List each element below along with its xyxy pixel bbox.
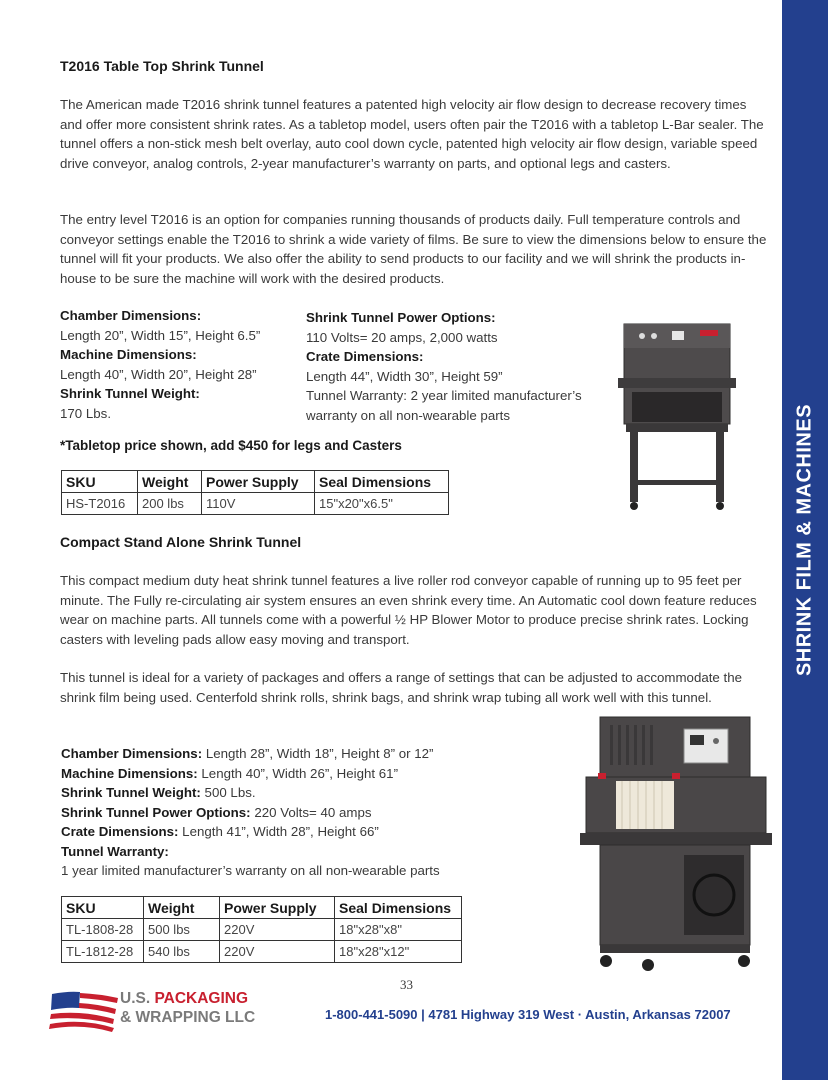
table-row [62,941,462,963]
table-row [62,493,449,515]
table-cell: TL-1812-28 [62,941,144,963]
t2016-description: The American made T2016 shrink tunnel features a patented high velocity air flow design to decrease recovery times and offer more consistent shrink rates. As a tabletop model, users often pair the T2016 with a tabletop L-Bar sealer. The tunnel offers a non-stick mesh belt overlay, auto cool down cycle, patented high velocity air flow design, variable speed drive conveyor, analog controls, 2-year manufacturer’s warranty on parts, and optional legs and casters. [60,97,764,171]
chamber-label: Chamber Dimensions: [61,746,203,761]
t2016-specs-right [306,308,582,425]
column-header: Weight [138,471,202,493]
logo-packaging: PACKAGING [154,990,249,1007]
logo-line-1 [120,990,248,1008]
table-cell: 220V [220,919,335,941]
power-value: 220 Volts= 40 amps [250,804,372,820]
warranty-value: 1 year limited manufacturer’s warranty on all non-wearable parts [61,863,440,878]
table-cell: 15"x20"x6.5" [315,493,449,515]
warranty-line-2: warranty on all non-wearable parts [306,407,510,423]
machine-value: Length 40”, Width 26”, Height 61” [197,765,399,781]
machine-value: Length 40”, Width 20”, Height 28” [60,366,257,382]
column-header: Weight [144,897,220,919]
logo-line-2: & WRAPPING LLC [120,1009,256,1026]
compact-specs [61,744,440,881]
t2016-machine-image [612,320,742,515]
column-header: SKU [62,897,144,919]
section-title-t2016: T2016 Table Top Shrink Tunnel [60,58,264,74]
table-cell: TL-1808-28 [62,919,144,941]
weight-label: Shrink Tunnel Weight: [60,386,200,401]
crate-value: Length 41”, Width 28”, Height 66” [178,824,379,839]
table-cell: 220V [220,941,335,963]
crate-value: Length 44”, Width 30”, Height 59” [306,368,503,384]
table-cell: 110V [202,493,315,515]
machine-label: Machine Dimensions: [60,347,197,362]
section-title-compact: Compact Stand Alone Shrink Tunnel [60,534,302,550]
weight-value: 500 Lbs. [200,785,256,800]
column-header: SKU [62,471,138,493]
column-header: Power Supply [202,471,315,493]
t2016-specs-left [60,306,260,423]
warranty-line-1: Tunnel Warranty: 2 year limited manufacturer’s [306,388,582,403]
machine-label: Machine Dimensions: [61,765,198,781]
table-cell: 200 lbs [138,493,202,515]
column-header: Seal Dimensions [335,897,462,919]
weight-value: 170 Lbs. [60,405,112,421]
company-logo [48,988,278,1033]
flag-icon [48,988,120,1033]
price-note: *Tabletop price shown, add $450 for legs and Casters [60,438,402,453]
weight-label: Shrink Tunnel Weight: [61,785,201,800]
table-header-row [62,471,449,493]
chamber-label: Chamber Dimensions: [60,308,202,323]
warranty-label: Tunnel Warranty: [61,843,169,859]
power-value: 110 Volts= 20 amps, 2,000 watts [306,329,498,345]
table-cell: 540 lbs [144,941,220,963]
compact-tunnel-machine-image [578,715,773,977]
table-row [62,919,462,941]
table-cell: HS-T2016 [62,493,138,515]
contact-info: 1-800-441-5090 | 4781 Highway 319 West · Austin, Arkansas 72007 [325,1007,731,1022]
t2016-sku-table [61,470,449,515]
table-header-row [62,897,462,919]
power-label: Shrink Tunnel Power Options: [306,310,496,325]
crate-label: Crate Dimensions: [306,349,424,364]
t2016-entry-level-text: The entry level T2016 is an option for companies running thousands of products daily. Full temperature controls and conveyor settings enable the T2016 to shrink a wide variety of films. Be sure to view the dimensions below to ensure the tunnel will fit your products. We also offer the ability to send products to our facility and we will shrink the products in-house to be sure the machine will work with the desired products. [60,212,767,286]
chamber-value: Length 20”, Width 15”, Height 6.5” [60,327,261,343]
chamber-value: Length 28”, Width 18”, Height 8” or 12” [202,746,434,761]
compact-ideal-text: This tunnel is ideal for a variety of packages and offers a range of settings that can be adjusted to accommodate the shrink film being used. Centerfold shrink rolls, shrink bags, and shrink wrap tubing all work well with this tunnel. [60,670,742,705]
table-cell: 18"x28"x12" [335,941,462,963]
table-cell: 18"x28"x8" [335,919,462,941]
column-header: Power Supply [220,897,335,919]
compact-sku-table [61,896,462,963]
table-cell: 500 lbs [144,919,220,941]
page-number: 33 [400,977,413,992]
crate-label: Crate Dimensions: [61,824,179,839]
power-label: Shrink Tunnel Power Options: [61,804,251,820]
logo-us: U.S. [120,990,155,1007]
compact-description: This compact medium duty heat shrink tunnel features a live roller rod conveyor capable of running up to 95 feet per minute. The Fully re-circulating air system ensures an even shrink every time. An Automatic cool down feature reduces wear on machine parts. All tunnels come with a powerful ½ HP Blower Motor to produce precise shrink rates. Locking casters with leveling pads allow easy moving and transport. [60,573,757,647]
column-header: Seal Dimensions [315,471,449,493]
sidebar-label: SHRINK FILM & MACHINES [793,403,816,677]
